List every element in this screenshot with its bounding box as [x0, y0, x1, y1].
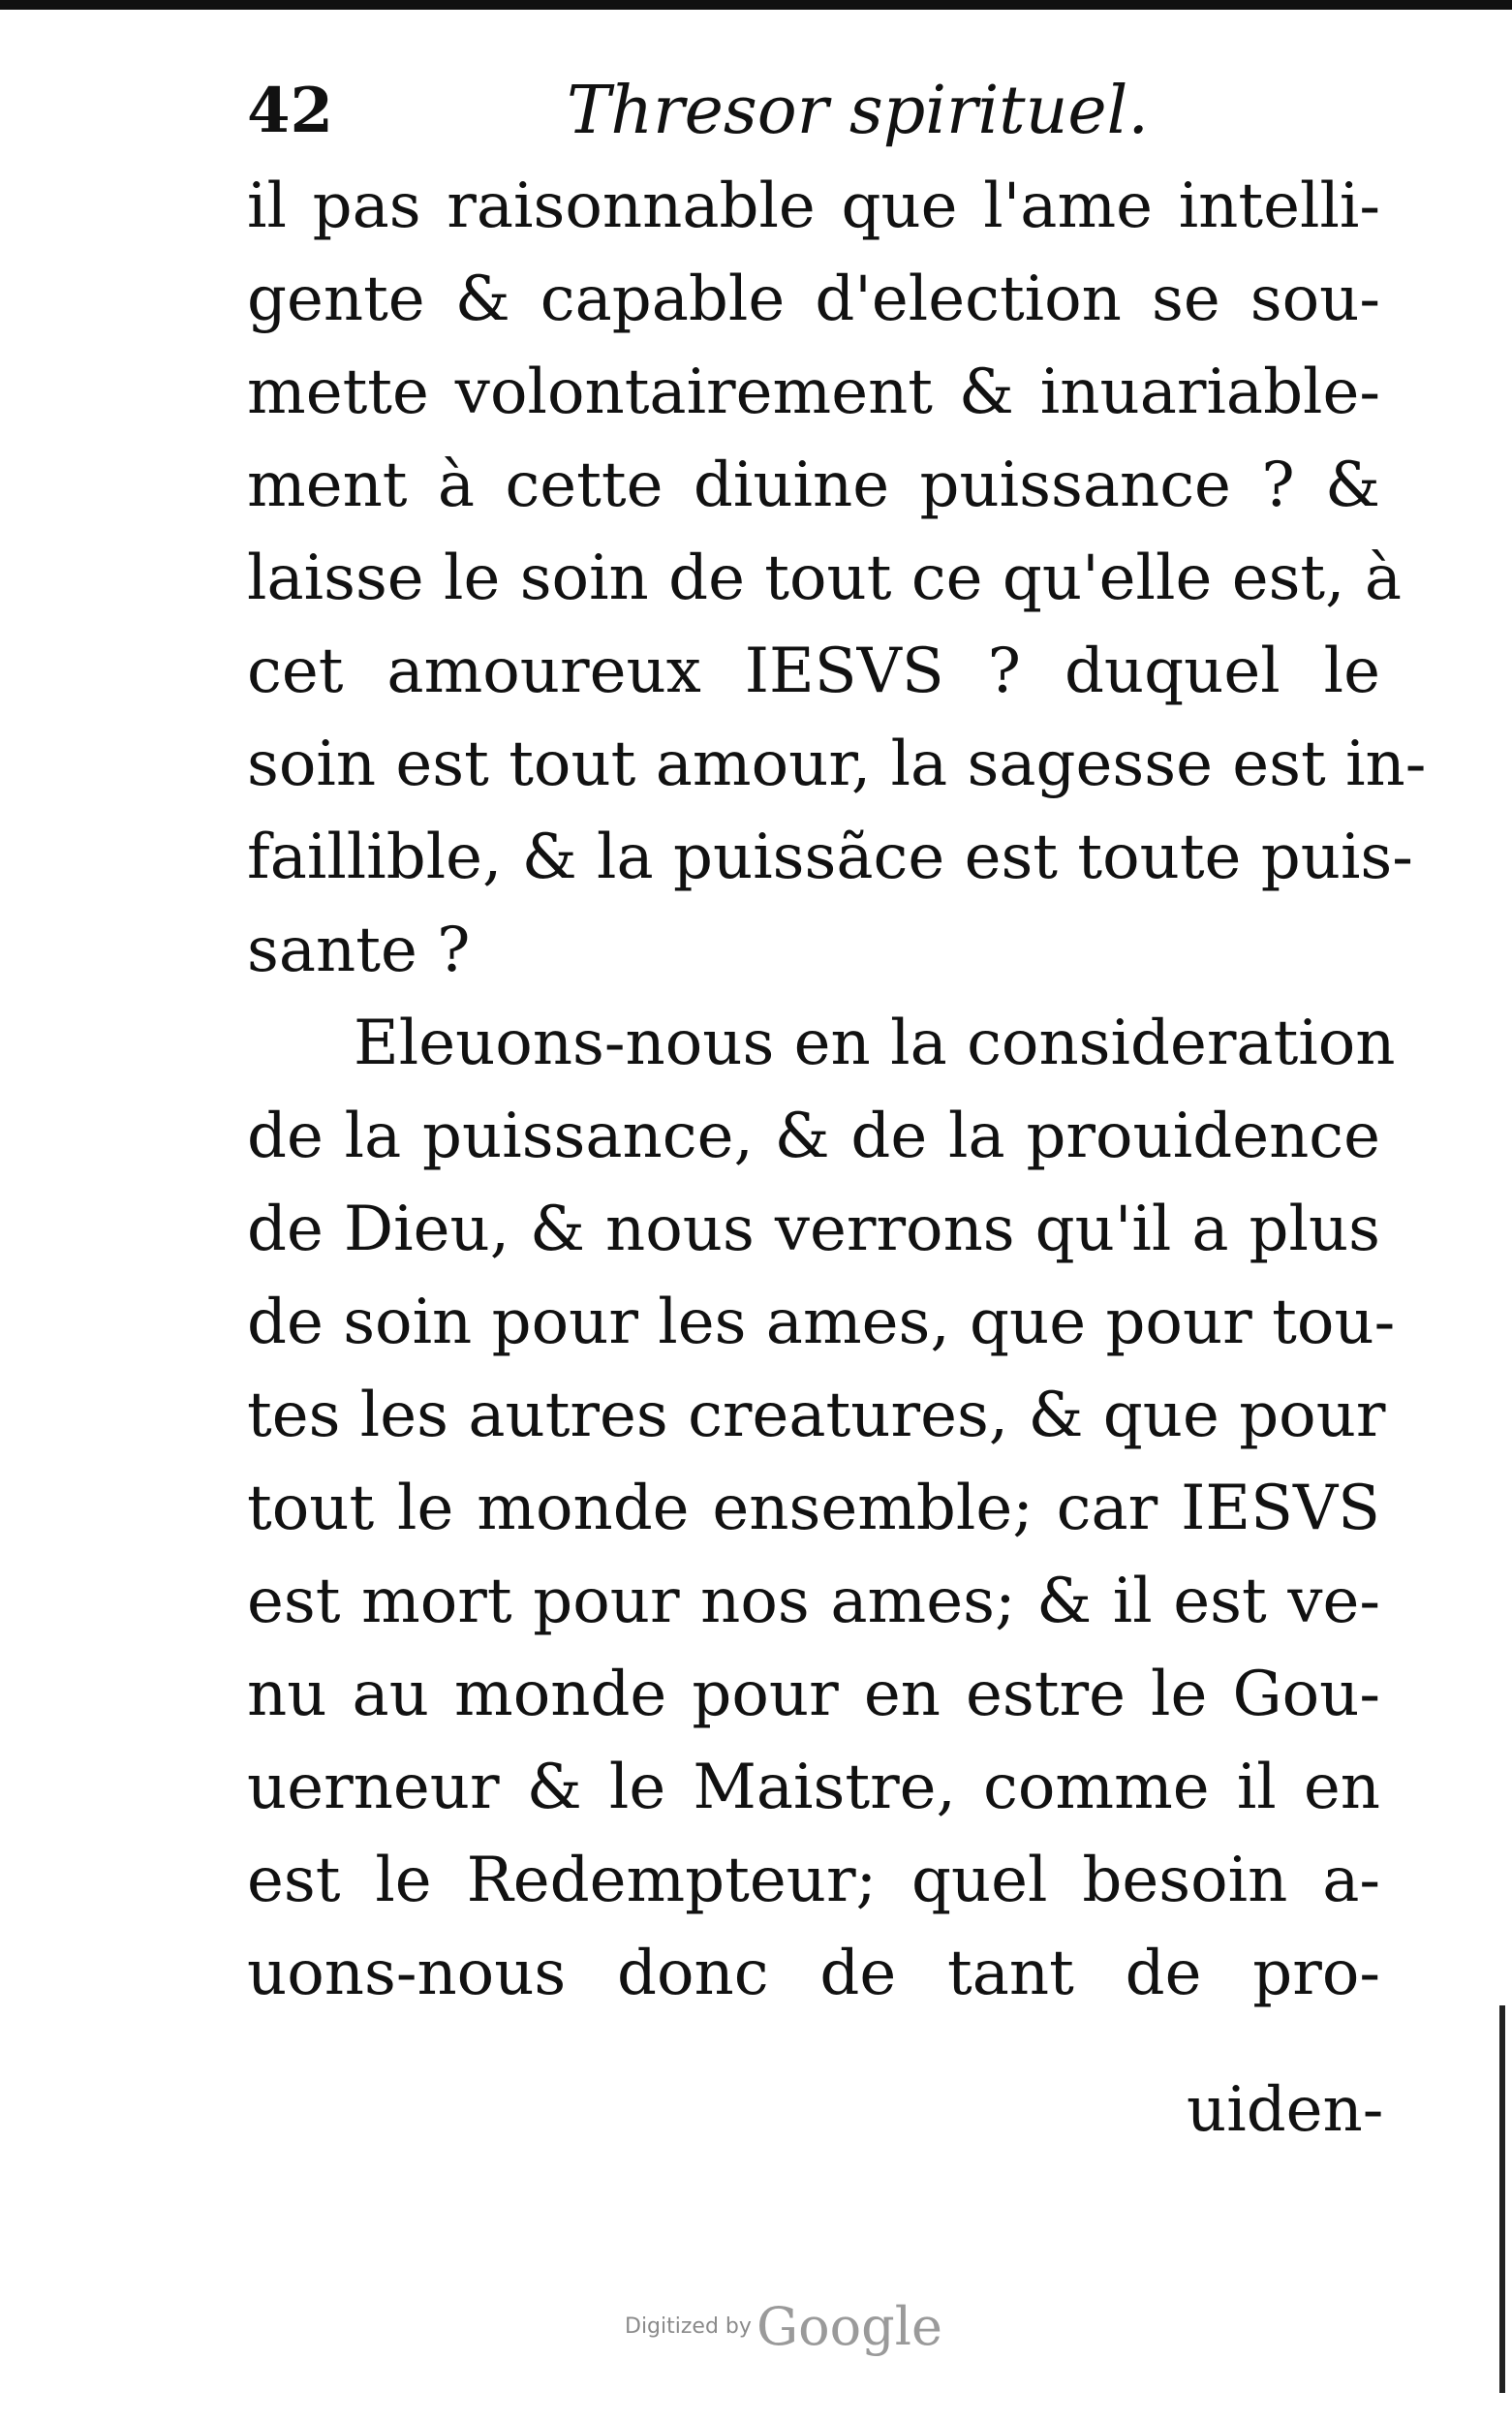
text-line: de la puissance, & de la prouidence: [247, 1101, 1380, 1172]
text-line: laisse le soin de tout ce qu'elle est, à: [247, 543, 1402, 614]
text-line: gente & capable d'election se sou-: [247, 264, 1380, 335]
paragraph-first-line: Eleuons-nous en la consideration: [354, 1008, 1396, 1079]
text-line: tout le monde ensemble; car IESVS: [247, 1473, 1380, 1544]
text-line: de Dieu, & nous verrons qu'il a plus: [247, 1194, 1380, 1265]
text-line: tes les autres creatures, & que pour: [247, 1380, 1386, 1451]
watermark-prefix: Digitized by: [625, 2314, 752, 2339]
digitization-watermark: [625, 2296, 942, 2357]
running-head: [247, 68, 1216, 155]
body-text: [247, 160, 1427, 2020]
text-line: nu au monde pour en estre le Gou-: [247, 1659, 1380, 1730]
page-top-edge: [0, 0, 1512, 10]
text-line: faillible, & la puissãce est toute puis-: [247, 822, 1413, 893]
text-line: uerneur & le Maistre, comme il en: [247, 1752, 1380, 1823]
text-line: il pas raisonnable que l'ame intelli-: [247, 171, 1380, 242]
text-line: cet amoureux IESVS ? duquel le: [247, 636, 1380, 707]
text-line: est mort pour nos ames; & il est ve-: [247, 1566, 1380, 1637]
text-line: de soin pour les ames, que pour tou-: [247, 1287, 1396, 1358]
text-line: sante ?: [247, 915, 471, 986]
page-right-edge: [1499, 2005, 1505, 2393]
text-line: ment à cette diuine puissance ? &: [247, 450, 1380, 521]
text-line: soin est tout amour, la sagesse est in-: [247, 729, 1427, 800]
catchword: uiden-: [1187, 2074, 1384, 2146]
text-line: uons-nous donc de tant de pro-: [247, 1938, 1380, 2009]
text-line: est le Redempteur; quel besoin a-: [247, 1845, 1380, 1916]
text-line: mette volontairement & inuariable-: [247, 357, 1380, 428]
page-number: 42: [247, 75, 334, 147]
watermark-brand: Google: [756, 2296, 942, 2357]
running-head-title: Thresor spirituel.: [567, 73, 1150, 149]
